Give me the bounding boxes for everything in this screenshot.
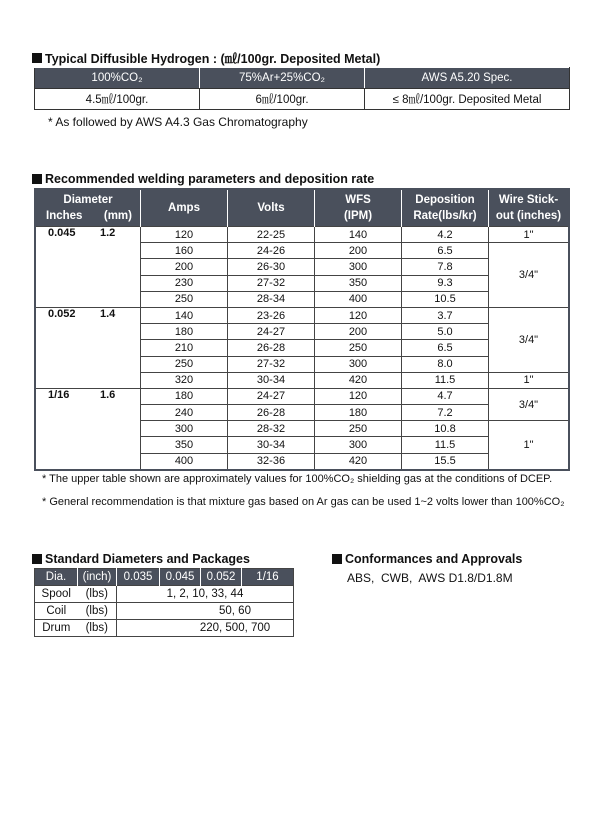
- pkg-name: Drum: [35, 620, 78, 637]
- volts-cell: 28-34: [228, 291, 315, 307]
- pkg-header-0045: 0.045: [160, 569, 201, 586]
- pkg-header-0052: 0.052: [201, 569, 242, 586]
- conformances-text: ABS, CWB, AWS D1.8/D1.8M: [347, 571, 513, 585]
- table-row: [35, 372, 569, 388]
- hydrogen-header-row: [35, 68, 570, 89]
- amps-cell: 180: [141, 324, 228, 340]
- hydrogen-table: [34, 67, 570, 110]
- volts-cell: 26-28: [228, 340, 315, 356]
- packages-table: [34, 568, 294, 637]
- welding-title-text: Recommended welding parameters and deposition rate: [45, 172, 375, 186]
- pkg-name: Coil: [35, 603, 78, 620]
- volts-cell: 30-34: [228, 437, 315, 453]
- diameter-cell: [35, 259, 141, 275]
- amps-cell: 180: [141, 388, 228, 404]
- wfs-cell: 350: [315, 275, 402, 291]
- pkg-row-drum: [35, 620, 294, 637]
- rate-cell: 4.7: [402, 388, 489, 404]
- rate-cell: 7.2: [402, 405, 489, 421]
- square-bullet-icon: [32, 53, 42, 63]
- wfs-cell: 420: [315, 372, 402, 388]
- volts-cell: 24-27: [228, 388, 315, 404]
- diameter-cell: [35, 388, 141, 404]
- hydrogen-note: * As followed by AWS A4.3 Gas Chromatography: [48, 115, 308, 129]
- diameter-cell: [35, 372, 141, 388]
- volts-cell: 32-36: [228, 453, 315, 470]
- diameter-cell: [35, 227, 141, 243]
- volts-cell: 27-32: [228, 275, 315, 291]
- header-amps: Amps: [141, 189, 228, 227]
- diameter-cell: [35, 453, 141, 470]
- diameter-inches: 0.045: [48, 227, 76, 239]
- amps-cell: 230: [141, 275, 228, 291]
- table-row: [35, 388, 569, 404]
- header-aws-spec: AWS A5.20 Spec.: [365, 68, 570, 89]
- header-diameter: [35, 189, 141, 227]
- pkg-row-spool: [35, 586, 294, 603]
- square-bullet-icon: [32, 554, 42, 564]
- welding-note-2: * General recommendation is that mixture gas based on Ar gas can be used 1~2 volts lower than 100%CO₂: [42, 496, 565, 508]
- value-aws-spec: ≤ 8㎖/100gr. Deposited Metal: [365, 89, 570, 110]
- rate-cell: 7.8: [402, 259, 489, 275]
- diameter-mm: 1.2: [100, 227, 116, 239]
- diameter-cell: [35, 437, 141, 453]
- pkg-unit: (lbs): [78, 603, 117, 620]
- wfs-cell: 200: [315, 324, 402, 340]
- rate-cell: 4.2: [402, 227, 489, 243]
- wfs-cell: 300: [315, 437, 402, 453]
- pkg-name: Spool: [35, 586, 78, 603]
- stickout-cell: 1": [489, 227, 570, 243]
- amps-cell: 160: [141, 243, 228, 259]
- welding-note-1: * The upper table shown are approximately values for 100%CO₂ shielding gas at the conditions of DCEP.: [42, 473, 553, 485]
- amps-cell: 210: [141, 340, 228, 356]
- rate-cell: 3.7: [402, 307, 489, 323]
- wfs-cell: 250: [315, 340, 402, 356]
- pkg-header-dia: Dia.: [35, 569, 78, 586]
- square-bullet-icon: [32, 174, 42, 184]
- diameter-cell: [35, 356, 141, 372]
- amps-cell: 350: [141, 437, 228, 453]
- rate-cell: 5.0: [402, 324, 489, 340]
- rate-cell: 9.3: [402, 275, 489, 291]
- pkg-unit: (lbs): [78, 586, 117, 603]
- header-stickout-unit: out (inches): [495, 210, 562, 222]
- wfs-cell: 140: [315, 227, 402, 243]
- header-co2: 100%CO₂: [35, 68, 200, 89]
- diameter-inches: 1/16: [48, 388, 70, 401]
- amps-cell: 240: [141, 405, 228, 421]
- welding-table: [34, 188, 570, 471]
- rate-cell: 10.5: [402, 291, 489, 307]
- header-wfs: [315, 189, 402, 227]
- wfs-cell: 250: [315, 421, 402, 437]
- pkg-header-0035: 0.035: [117, 569, 160, 586]
- volts-cell: 23-26: [228, 307, 315, 323]
- diameter-cell: [35, 340, 141, 356]
- pkg-header-unit: (inch): [78, 569, 117, 586]
- stickout-cell: 3/4": [489, 388, 570, 420]
- table-row: [35, 421, 569, 437]
- diameter-mm: 1.4: [100, 307, 116, 320]
- stickout-cell: 1": [489, 372, 570, 388]
- rate-cell: 6.5: [402, 340, 489, 356]
- amps-cell: 400: [141, 453, 228, 470]
- diameter-cell: [35, 405, 141, 421]
- volts-cell: 22-25: [228, 227, 315, 243]
- header-volts: Volts: [228, 189, 315, 227]
- pkg-value: 220, 500, 700: [117, 620, 294, 637]
- hydrogen-value-row: [35, 89, 570, 110]
- conformances-title-text: Conformances and Approvals: [345, 552, 523, 566]
- rate-cell: 15.5: [402, 453, 489, 470]
- pkg-header-116: 1/16: [242, 569, 294, 586]
- welding-title: [32, 172, 374, 186]
- welding-header-row: [35, 189, 569, 227]
- diameter-cell: [35, 275, 141, 291]
- header-stickout: [489, 189, 570, 227]
- welding-body: [35, 227, 569, 470]
- packages-title-text: Standard Diameters and Packages: [45, 552, 250, 566]
- amps-cell: 250: [141, 356, 228, 372]
- volts-cell: 30-34: [228, 372, 315, 388]
- rate-cell: 11.5: [402, 372, 489, 388]
- packages-header-row: [35, 569, 294, 586]
- value-ar-co2: 6㎖/100gr.: [200, 89, 365, 110]
- square-bullet-icon: [332, 554, 342, 564]
- amps-cell: 140: [141, 307, 228, 323]
- header-mm: (mm): [103, 210, 132, 222]
- diameter-cell: [35, 421, 141, 437]
- wfs-cell: 420: [315, 453, 402, 470]
- rate-cell: 6.5: [402, 243, 489, 259]
- table-row: [35, 307, 569, 323]
- volts-cell: 24-26: [228, 243, 315, 259]
- conformances-title: [332, 552, 522, 566]
- volts-cell: 27-32: [228, 356, 315, 372]
- pkg-row-coil: [35, 603, 294, 620]
- volts-cell: 24-27: [228, 324, 315, 340]
- pkg-unit: (lbs): [78, 620, 117, 637]
- diameter-cell: [35, 324, 141, 340]
- stickout-cell: 1": [489, 421, 570, 470]
- wfs-cell: 200: [315, 243, 402, 259]
- header-wfs-unit: (IPM): [343, 210, 373, 222]
- amps-cell: 320: [141, 372, 228, 388]
- hydrogen-title-text: Typical Diffusible Hydrogen : (㎖/100gr. Deposited Metal): [45, 52, 381, 66]
- packages-title: [32, 552, 250, 566]
- header-diameter-label: Diameter: [63, 194, 113, 206]
- volts-cell: 26-28: [228, 405, 315, 421]
- pkg-value: 50, 60: [117, 603, 294, 620]
- diameter-cell: [35, 243, 141, 259]
- header-ar-co2: 75%Ar+25%CO₂: [200, 68, 365, 89]
- hydrogen-title: [32, 49, 380, 67]
- amps-cell: 200: [141, 259, 228, 275]
- stickout-cell: 3/4": [489, 243, 570, 308]
- diameter-inches: 0.052: [48, 307, 76, 320]
- volts-cell: 28-32: [228, 421, 315, 437]
- volts-cell: 26-30: [228, 259, 315, 275]
- table-row: [35, 243, 569, 259]
- diameter-cell: [35, 307, 141, 323]
- table-row: [35, 227, 569, 243]
- amps-cell: 300: [141, 421, 228, 437]
- stickout-cell: 3/4": [489, 307, 570, 372]
- wfs-cell: 300: [315, 356, 402, 372]
- header-stickout-label: Wire Stick-: [498, 194, 559, 206]
- header-deposition-unit: Rate(lbs/kr): [413, 210, 477, 222]
- wfs-cell: 180: [315, 405, 402, 421]
- header-deposition-label: Deposition: [415, 194, 475, 206]
- rate-cell: 11.5: [402, 437, 489, 453]
- wfs-cell: 300: [315, 259, 402, 275]
- rate-cell: 10.8: [402, 421, 489, 437]
- pkg-value: 1, 2, 10, 33, 44: [117, 586, 294, 603]
- wfs-cell: 400: [315, 291, 402, 307]
- wfs-cell: 120: [315, 307, 402, 323]
- wfs-cell: 120: [315, 388, 402, 404]
- diameter-cell: [35, 291, 141, 307]
- value-co2: 4.5㎖/100gr.: [35, 89, 200, 110]
- header-deposition: [402, 189, 489, 227]
- diameter-mm: 1.6: [100, 388, 116, 401]
- rate-cell: 8.0: [402, 356, 489, 372]
- amps-cell: 120: [141, 227, 228, 243]
- header-wfs-label: WFS: [345, 194, 371, 206]
- header-inches: Inches: [46, 210, 83, 222]
- amps-cell: 250: [141, 291, 228, 307]
